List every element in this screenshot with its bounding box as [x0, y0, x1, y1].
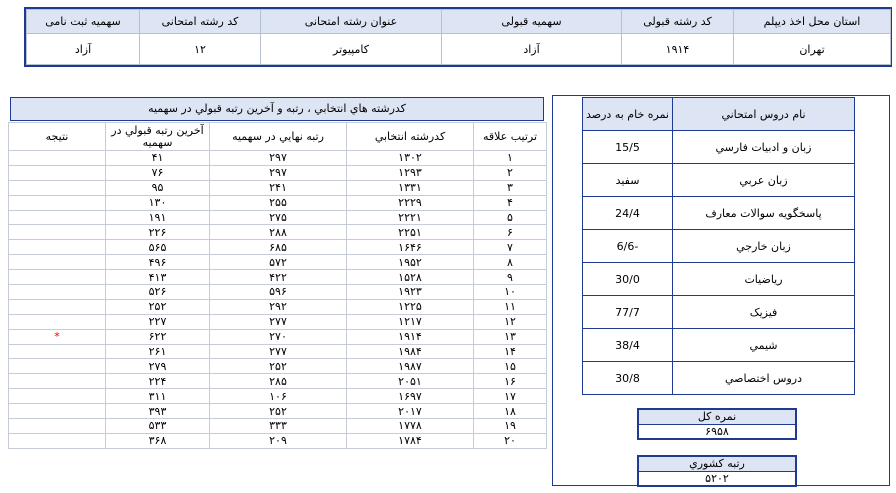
final-rank-cell: ۵۷۲: [210, 255, 347, 270]
choice-code-cell: ۱۳۰۲: [347, 151, 474, 166]
choice-rank-cell: ۱۹: [474, 419, 547, 434]
result-cell: [9, 374, 106, 389]
summary-header: سهمیه ثبت نامی: [27, 10, 140, 34]
choice-code-cell: ۲۲۲۹: [347, 195, 474, 210]
subjects-header: نمره خام به درصد: [583, 98, 673, 131]
choice-rank-cell: ۷: [474, 240, 547, 255]
result-cell: [9, 314, 106, 329]
choice-code-cell: ۱۹۱۴: [347, 329, 474, 344]
result-cell: [9, 389, 106, 404]
summary-value: آزاد: [442, 34, 622, 65]
choice-code-cell: ۱۹۵۲: [347, 255, 474, 270]
summary-value: آزاد: [27, 34, 140, 65]
final-rank-cell: ۲۹۲: [210, 299, 347, 314]
result-cell: [9, 433, 106, 448]
choice-code-cell: ۱۹۲۳: [347, 285, 474, 300]
final-rank-cell: ۲۵۲: [210, 359, 347, 374]
choice-rank-cell: ۵: [474, 210, 547, 225]
choice-rank-cell: ۱۳: [474, 329, 547, 344]
table-row: [9, 240, 547, 255]
last-accepted-rank-cell: ۴۱: [106, 151, 210, 166]
table-row: [9, 419, 547, 434]
last-accepted-rank-cell: ۳۹۳: [106, 404, 210, 419]
result-cell: [9, 225, 106, 240]
final-rank-cell: ۵۹۶: [210, 285, 347, 300]
final-rank-cell: ۲۷۷: [210, 344, 347, 359]
final-rank-cell: ۲۷۵: [210, 210, 347, 225]
choice-rank-cell: ۱۴: [474, 344, 547, 359]
choices-header: نتيجه: [9, 123, 106, 151]
last-accepted-rank-cell: ۲۲۷: [106, 314, 210, 329]
table-row: [9, 374, 547, 389]
choice-code-cell: ۲۰۵۱: [347, 374, 474, 389]
choices-header: ترتيب علاقه: [474, 123, 547, 151]
choice-code-cell: ۱۲۹۳: [347, 165, 474, 180]
summary-value: ۱۲: [140, 34, 261, 65]
subjects-table: [582, 97, 855, 395]
choices-header: کدرشته انتخابي: [347, 123, 474, 151]
table-row: [9, 270, 547, 285]
subject-name: پاسخگويه سوالات معارف: [673, 197, 855, 230]
last-accepted-rank-cell: ۲۲۶: [106, 225, 210, 240]
choice-code-cell: ۲۰۱۷: [347, 404, 474, 419]
last-accepted-rank-cell: ۲۵۲: [106, 299, 210, 314]
table-row: [9, 180, 547, 195]
final-rank-cell: ۲۵۲: [210, 404, 347, 419]
choice-code-cell: ۱۳۳۱: [347, 180, 474, 195]
subject-row: [583, 329, 855, 362]
final-rank-cell: ۲۹۷: [210, 151, 347, 166]
national-rank-box: [637, 455, 797, 487]
last-accepted-rank-cell: ۲۶۱: [106, 344, 210, 359]
result-cell: [9, 359, 106, 374]
final-rank-cell: ۲۷۰: [210, 329, 347, 344]
result-cell: [9, 151, 106, 166]
final-rank-cell: ۲۸۵: [210, 374, 347, 389]
choice-code-cell: ۲۲۵۱: [347, 225, 474, 240]
choice-code-cell: ۱۹۸۴: [347, 344, 474, 359]
table-row: [9, 344, 547, 359]
choice-rank-cell: ۱۰: [474, 285, 547, 300]
choice-code-cell: ۱۷۸۴: [347, 433, 474, 448]
choice-code-cell: ۱۵۲۸: [347, 270, 474, 285]
final-rank-cell: ۲۷۷: [210, 314, 347, 329]
result-cell: [9, 419, 106, 434]
choice-code-cell: ۱۲۱۷: [347, 314, 474, 329]
result-cell: [9, 270, 106, 285]
subject-row: [583, 296, 855, 329]
last-accepted-rank-cell: ۲۷۹: [106, 359, 210, 374]
result-cell: [9, 404, 106, 419]
table-row: [9, 210, 547, 225]
choices-header: رتبه نهايي در سهميه: [210, 123, 347, 151]
subject-name: رياضيات: [673, 263, 855, 296]
last-accepted-rank-cell: ۶۲۲: [106, 329, 210, 344]
choice-rank-cell: ۱۸: [474, 404, 547, 419]
summary-header: کد رشته امتحانی: [140, 10, 261, 34]
result-cell: [9, 285, 106, 300]
final-rank-cell: ۲۴۱: [210, 180, 347, 195]
table-row: [9, 433, 547, 448]
national-rank-value: ۵۲۰۲: [639, 472, 795, 485]
choices-header: آخرين رتبه قبولي در سهميه: [106, 123, 210, 151]
subject-score: 30/8: [583, 362, 673, 395]
choice-code-cell: ۱۹۸۷: [347, 359, 474, 374]
subject-score: 77/7: [583, 296, 673, 329]
subject-score: 24/4: [583, 197, 673, 230]
choice-rank-cell: ۲۰: [474, 433, 547, 448]
national-rank-label: رتبه کشوري: [639, 457, 795, 472]
last-accepted-rank-cell: ۱۳۰: [106, 195, 210, 210]
table-row: [9, 404, 547, 419]
table-row: [9, 195, 547, 210]
choice-rank-cell: ۱۶: [474, 374, 547, 389]
summary-header: استان محل اخذ دیپلم: [734, 10, 891, 34]
choice-rank-cell: ۱: [474, 151, 547, 166]
choice-code-cell: ۱۶۴۶: [347, 240, 474, 255]
last-accepted-rank-cell: ۳۱۱: [106, 389, 210, 404]
last-accepted-rank-cell: ۱۹۱: [106, 210, 210, 225]
choices-title: کدرشته هاي انتخابي ، رتبه و آخرين رتبه قبولي در سهميه: [10, 97, 544, 121]
last-accepted-rank-cell: ۴۱۳: [106, 270, 210, 285]
table-row: [9, 329, 547, 344]
subject-name: زبان عربي: [673, 164, 855, 197]
subject-name: زبان خارجي: [673, 230, 855, 263]
result-cell: [9, 344, 106, 359]
subject-name: فيزيک: [673, 296, 855, 329]
last-accepted-rank-cell: ۳۶۸: [106, 433, 210, 448]
subject-row: [583, 263, 855, 296]
choice-rank-cell: ۸: [474, 255, 547, 270]
final-rank-cell: ۱۰۶: [210, 389, 347, 404]
subject-name: شيمي: [673, 329, 855, 362]
subjects-header: نام دروس امتحاني: [673, 98, 855, 131]
table-row: [9, 165, 547, 180]
final-rank-cell: ۴۲۲: [210, 270, 347, 285]
subject-name: دروس اختصاصي: [673, 362, 855, 395]
table-row: [9, 389, 547, 404]
choice-rank-cell: ۶: [474, 225, 547, 240]
subject-score: -6/6: [583, 230, 673, 263]
result-cell: [9, 255, 106, 270]
summary-panel: [24, 7, 892, 67]
total-score-value: ۶۹۵۸: [639, 425, 795, 438]
choice-code-cell: ۲۲۲۱: [347, 210, 474, 225]
summary-header: سهمیه قبولی: [442, 10, 622, 34]
choice-code-cell: ۱۶۹۷: [347, 389, 474, 404]
result-cell: [9, 195, 106, 210]
final-rank-cell: ۶۸۵: [210, 240, 347, 255]
last-accepted-rank-cell: ۹۵: [106, 180, 210, 195]
subject-row: [583, 230, 855, 263]
summary-value: ۱۹۱۴: [622, 34, 734, 65]
choice-rank-cell: ۳: [474, 180, 547, 195]
table-row: [9, 151, 547, 166]
summary-value: کامپیوتر: [261, 34, 442, 65]
subject-score: 38/4: [583, 329, 673, 362]
summary-table: [26, 9, 891, 65]
table-row: [9, 359, 547, 374]
table-row: [9, 285, 547, 300]
subject-row: [583, 362, 855, 395]
choice-rank-cell: ۹: [474, 270, 547, 285]
last-accepted-rank-cell: ۵۲۶: [106, 285, 210, 300]
result-cell: [9, 210, 106, 225]
last-accepted-rank-cell: ۵۳۳: [106, 419, 210, 434]
table-row: [9, 299, 547, 314]
last-accepted-rank-cell: ۵۶۵: [106, 240, 210, 255]
last-accepted-rank-cell: ۷۶: [106, 165, 210, 180]
final-rank-cell: ۲۹۷: [210, 165, 347, 180]
subject-row: [583, 197, 855, 230]
result-cell: [9, 240, 106, 255]
last-accepted-rank-cell: ۴۹۶: [106, 255, 210, 270]
choice-code-cell: ۱۲۲۵: [347, 299, 474, 314]
choice-rank-cell: ۱۵: [474, 359, 547, 374]
total-score-box: [637, 408, 797, 440]
summary-header: کد رشته قبولی: [622, 10, 734, 34]
subject-row: [583, 131, 855, 164]
result-cell: [9, 299, 106, 314]
summary-header: عنوان رشته امتحانی: [261, 10, 442, 34]
choice-rank-cell: ۱۷: [474, 389, 547, 404]
subject-score: 30/0: [583, 263, 673, 296]
total-score-label: نمره کل: [639, 410, 795, 425]
subject-score: 15/5: [583, 131, 673, 164]
result-cell: [9, 165, 106, 180]
choice-rank-cell: ۲: [474, 165, 547, 180]
summary-value: تهران: [734, 34, 891, 65]
final-rank-cell: ۲۰۹: [210, 433, 347, 448]
final-rank-cell: ۲۵۵: [210, 195, 347, 210]
final-rank-cell: ۳۳۳: [210, 419, 347, 434]
choice-code-cell: ۱۷۷۸: [347, 419, 474, 434]
table-row: [9, 225, 547, 240]
result-cell: [9, 180, 106, 195]
subject-score: سفيد: [583, 164, 673, 197]
choice-rank-cell: ۴: [474, 195, 547, 210]
table-row: [9, 314, 547, 329]
last-accepted-rank-cell: ۲۲۴: [106, 374, 210, 389]
subject-name: زبان و ادبيات فارسي: [673, 131, 855, 164]
table-row: [9, 255, 547, 270]
subject-row: [583, 164, 855, 197]
final-rank-cell: ۲۸۸: [210, 225, 347, 240]
choices-table: [8, 122, 547, 449]
choice-rank-cell: ۱۱: [474, 299, 547, 314]
result-cell: *: [9, 329, 106, 344]
choice-rank-cell: ۱۲: [474, 314, 547, 329]
